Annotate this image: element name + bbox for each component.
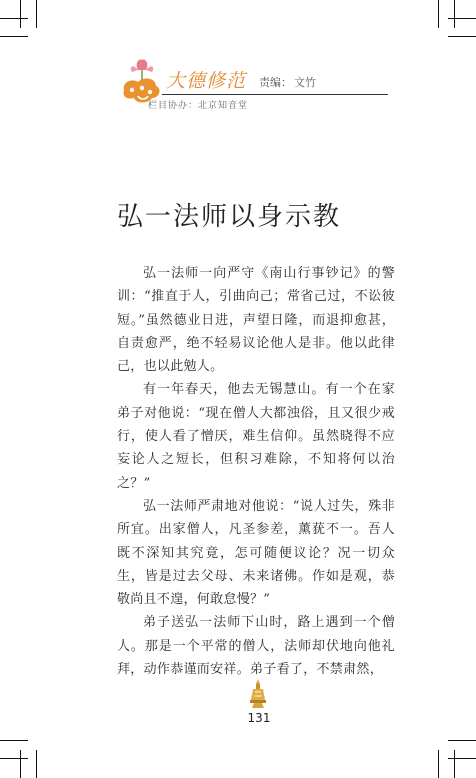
crop-mark: [0, 740, 28, 741]
crop-mark: [454, 750, 455, 778]
crop-mark: [0, 758, 28, 759]
article-paragraph: 弟子送弘一法师下山时，路上遇到一个僧人。那是一个平常的僧人，法师却伏地向他礼拜，动作恭谨而安祥。弟子看了，不禁肃然，: [117, 615, 395, 678]
crop-mark: [438, 750, 439, 778]
column-co-organizer: 栏目协办：北京知音堂: [148, 101, 249, 111]
crop-mark: [448, 758, 476, 759]
crop-mark: [448, 18, 476, 19]
crop-mark: [438, 0, 439, 28]
crop-mark: [20, 0, 21, 28]
crop-mark: [0, 36, 28, 37]
header-divider: [162, 94, 388, 95]
crop-mark: [20, 750, 21, 778]
page-number: 131: [247, 711, 271, 725]
editor-credit: [259, 74, 318, 90]
crop-mark: [448, 740, 476, 741]
crop-mark: [448, 36, 476, 37]
ritual-bell-icon: [247, 678, 269, 710]
editor-label: 责编：: [259, 76, 292, 89]
column-name: 大德修范: [166, 70, 247, 92]
article-paragraph: 弘一法师一向严守《南山行事钞记》的警训：“推直于人，引曲向己；常省己过，不讼彼短。”虽然德业日进，声望日隆，而退抑愈甚，自责愈严，绝不轻易议论他人是非。他以此律己，也以此勉人。: [117, 266, 395, 375]
crop-mark: [36, 0, 37, 28]
article-paragraph: 弘一法师严肃地对他说：“说人过失，殊非所宜。出家僧人，凡圣参差，薰莸不一。吾人既不深知其究竟，怎可随便议论？况一切众生，皆是过去父母、未来诸佛。作如是观，恭敬尚且不遑，何敢怠慢？”: [117, 498, 395, 608]
article-paragraph: 有一年春天，他去无锡慧山。有一个在家弟子对他说：“现在僧人大都浊俗，且又很少戒行，使人看了憎厌，难生信仰。虽然晓得不应妄论人之短长，但积习难除，不知将何以治之？”: [117, 382, 395, 491]
article-title: 弘一法师以身示教: [117, 202, 342, 232]
crop-mark: [454, 0, 455, 28]
article-body: [117, 262, 395, 681]
crop-mark: [0, 18, 28, 19]
editor-name: 文竹: [294, 76, 316, 89]
crop-mark: [36, 750, 37, 778]
